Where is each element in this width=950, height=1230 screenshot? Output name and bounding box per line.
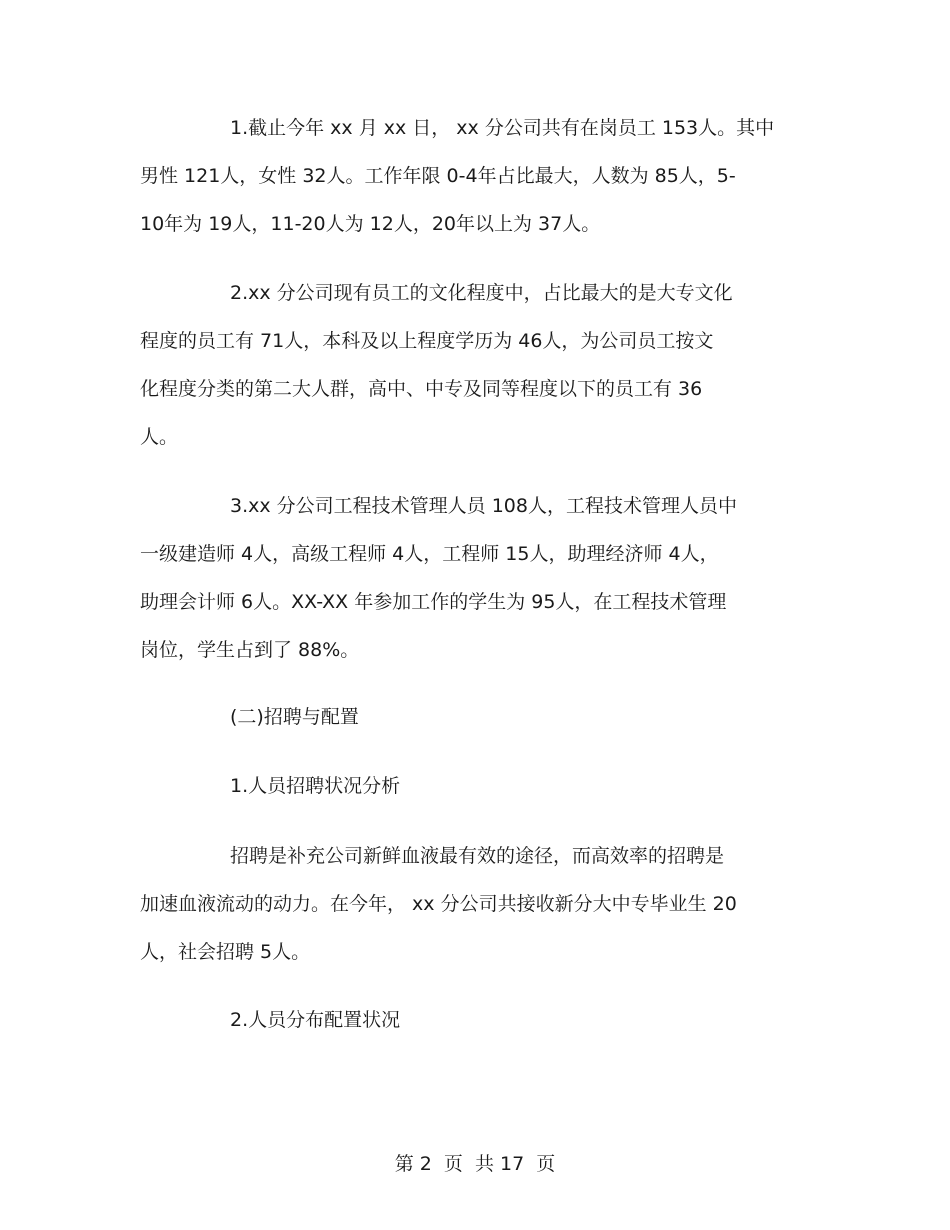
text-line: 一级建造师 4人，高级工程师 4人，工程师 15人，助理经济师 4人， (140, 543, 719, 565)
paragraph-recruitment (140, 842, 820, 986)
text-line: 加速血液流动的动力。在今年， xx 分公司共接收新分大中专毕业生 20 (140, 893, 737, 915)
paragraph-education-level (140, 279, 820, 471)
text-line: 招聘是补充公司新鲜血液最有效的途径，而高效率的招聘是 (230, 845, 725, 867)
text-line: 人。 (140, 426, 179, 448)
text-line: 人，社会招聘 5人。 (140, 941, 311, 963)
section-heading-recruitment (140, 703, 820, 751)
text-line: 10年为 19人，11-20人为 12人，20年以上为 37人。 (140, 213, 601, 235)
paragraph-technical-staff (140, 492, 820, 684)
subheading-staff-distribution (140, 1006, 820, 1054)
text-line: 助理会计师 6人。XX-XX 年参加工作的学生为 95人，在工程技术管理 (140, 591, 727, 613)
section-heading: (二)招聘与配置 (230, 706, 359, 728)
subheading-recruitment-analysis (140, 772, 820, 820)
page-number-footer: 第 2 页 共 17 页 (394, 1153, 556, 1175)
text-line: 3.xx 分公司工程技术管理人员 108人，工程技术管理人员中 (230, 495, 737, 517)
subheading: 1.人员招聘状况分析 (230, 775, 401, 797)
text-line: 2.xx 分公司现有员工的文化程度中，占比最大的是大专文化 (230, 282, 733, 304)
text-line: 化程度分类的第二大人群，高中、中专及同等程度以下的员工有 36 (140, 378, 703, 400)
text-line: 岗位，学生占到了 88%。 (140, 639, 360, 661)
text-line: 男性 121人，女性 32人。工作年限 0-4年占比最大，人数为 85人，5- (140, 165, 736, 187)
paragraph-staff-count (140, 114, 820, 258)
text-line: 程度的员工有 71人，本科及以上程度学历为 46人，为公司员工按文 (140, 330, 714, 352)
text-line: 1.截止今年 xx 月 xx 日， xx 分公司共有在岗员工 153人。其中 (230, 117, 775, 139)
subheading: 2.人员分布配置状况 (230, 1009, 401, 1031)
